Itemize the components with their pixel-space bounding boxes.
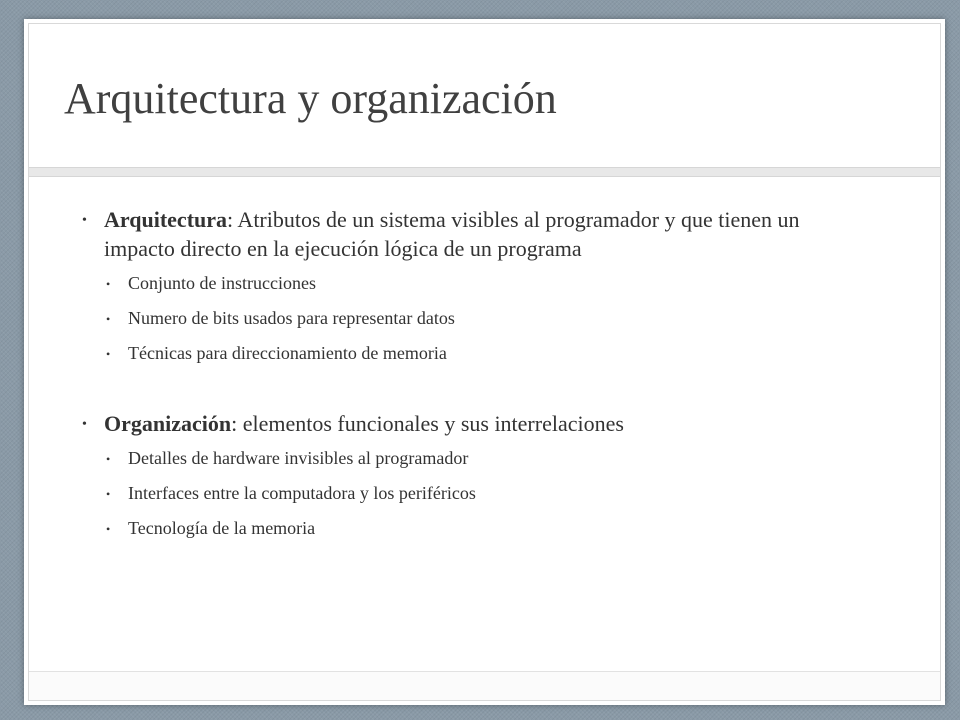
bullet-term: Arquitectura <box>104 207 228 232</box>
bullet-text: : Atributos de un sistema visibles al programador y que tienen un impacto directo en la ejecución lógica de un programa <box>104 207 800 261</box>
bullet-term: Organización <box>104 411 232 436</box>
bullet-organizacion <box>82 409 862 438</box>
bullet-arquitectura <box>82 205 862 263</box>
bullet-icon: • <box>106 487 111 501</box>
subitem <box>82 306 862 330</box>
subitem-text: Conjunto de instrucciones <box>128 273 316 293</box>
bullet-icon: • <box>106 277 111 291</box>
subitem-text: Numero de bits usados para representar datos <box>128 308 455 328</box>
subitem <box>82 481 862 505</box>
subitem <box>82 516 862 540</box>
subitem-text: Técnicas para direccionamiento de memoria <box>128 343 447 363</box>
title-divider <box>29 167 940 177</box>
bullet-text: : elementos funcionales y sus interrelaciones <box>231 411 624 436</box>
bullet-icon: • <box>106 522 111 536</box>
bullet-icon: • <box>82 213 87 228</box>
slide-title: Arquitectura y organización <box>64 74 557 123</box>
bullet-icon: • <box>106 347 111 361</box>
subitem <box>82 271 862 295</box>
bullet-icon: • <box>106 452 111 466</box>
bullet-icon: • <box>106 312 111 326</box>
subitem-text: Interfaces entre la computadora y los periféricos <box>128 483 476 503</box>
footer-bar <box>29 671 940 700</box>
subitem <box>82 446 862 470</box>
subitem-text: Detalles de hardware invisibles al programador <box>128 448 469 468</box>
subitem <box>82 341 862 365</box>
subitem-text: Tecnología de la memoria <box>128 518 316 538</box>
slide-content <box>82 205 862 540</box>
bullet-icon: • <box>82 417 87 432</box>
slide <box>24 19 945 705</box>
